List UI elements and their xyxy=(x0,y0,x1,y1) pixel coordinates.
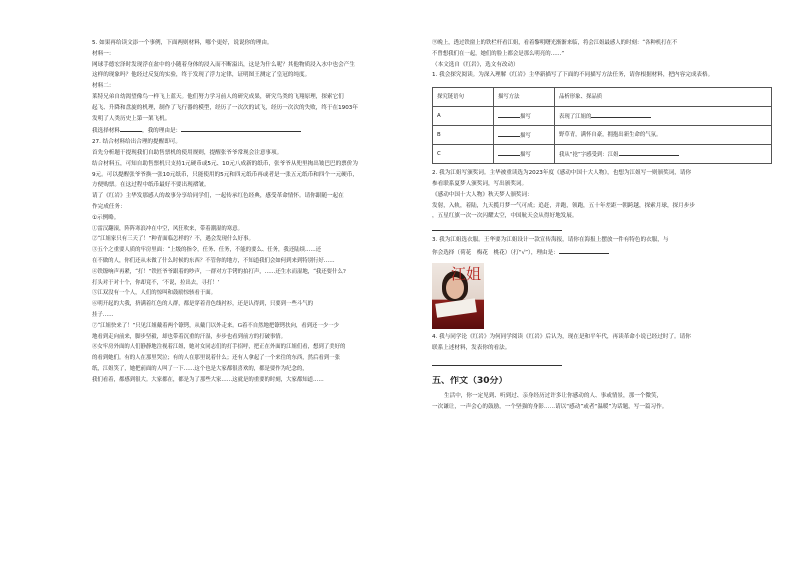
method-cell xyxy=(494,145,555,164)
excerpt-line: 打头对于对十个，你却竟不，‘不说，拉出去，寻打！’ xyxy=(92,279,220,286)
excerpt-line: ⑤江双没有一个人，人们的惊叫和鼓励惊骇看于面。 xyxy=(92,290,216,297)
analysis-table xyxy=(432,87,772,164)
excerpt-line: ②“江姐家只有三天了！”种青面临怎样的？不，遇会发现什么好事。 xyxy=(92,236,254,243)
answer-text: 结合材料五，可知自助售票机只支持1元硬币或5元、10元八成新的纸币，张爷爷从兜里掏出皱巴巴的票价为 xyxy=(92,160,358,167)
excerpt-line: ①雷汉翻滚，阵阵寒浪冲在中空，风狂吹来，带着潮湿的寒意。 xyxy=(92,225,243,232)
question-3-options: 你会选择（荷花 梅花 桃花）（打“√”），理由是： xyxy=(432,249,559,256)
section-title: 五、作文（30分） xyxy=(432,376,508,387)
reason-prefix: ，我的理由是： xyxy=(141,128,182,135)
reading-intro: 请了《红岩》主华发那感人的故事分享给同学们，一起传承红色经典，感受革命情怀。请你跟随一起在 xyxy=(92,193,344,200)
excerpt-line: 纸，江姐笑了，她把前面的人叫了一下……这个也是大家都很喜欢的，都是要作为纪念的， xyxy=(92,365,308,372)
scarf-shape xyxy=(435,298,477,317)
material-2-label: 材料二： xyxy=(92,83,115,90)
question-4: 联系上述材料，发表你的看法。 xyxy=(432,344,511,351)
reading-intro: 作完成任务： xyxy=(92,203,126,210)
analysis-cell xyxy=(555,145,772,164)
excerpt-line: 我们看着，都感到很大。大家都在，都是为了那些大家……这就是的重要的时刻，大家都知道…… xyxy=(92,376,324,383)
excerpt-line: ⑥明开起的大我，挤满着红色的人群，都是穿着青色线衬衫，还是认得到，只要到一些斗气的 xyxy=(92,301,314,308)
analysis-blank[interactable] xyxy=(591,110,651,118)
row-label: A xyxy=(433,107,494,126)
reason-blank[interactable] xyxy=(181,124,301,132)
excerpt-line: ⑦“江姐快来了！”只见江姐戴着两个镣铐，从戴门以外走来。G着不自然地把镣铐扶向，看到还一少一少 xyxy=(92,322,340,329)
method-blank[interactable] xyxy=(498,148,520,156)
question-27: 27. 结合材料给出合理的提醒即可。 xyxy=(92,139,181,146)
sample-text: 发射，入轨，着陆，九天揽月梦一气可成；追赶，并跑，领跑，五十年差距一朝跨越，探索月球，探月步步 xyxy=(432,202,695,209)
choice-blank[interactable] xyxy=(120,124,142,132)
question-4: 4. 我与同学论《红岩》为何同学阅读《红岩》后认为，现在是和平年代，再读革命小说已经过时了。请你 xyxy=(432,333,691,340)
analysis-cell: 野草青，满怀自豪，拥抱出新生命的气氛。 xyxy=(555,126,772,145)
analysis-cell xyxy=(555,107,772,126)
method-suffix: 描写 xyxy=(520,132,531,139)
question-3 xyxy=(432,246,772,259)
poster-title: 江姐 xyxy=(450,264,481,283)
excerpt-line: 挂子…… xyxy=(92,311,114,318)
table-row xyxy=(433,107,772,126)
material-2-text: 起飞、升降和盘旋的机理，制作了飞行器的模型，经历了一次次的试飞，经历一次次的失败，终于在1903年 xyxy=(92,104,358,111)
left-column xyxy=(92,38,414,386)
row-label: B xyxy=(433,126,494,145)
question-2: 参看联系夏梦人颁奖词，写出颁奖词。 xyxy=(432,180,528,187)
analysis-text: 我从“抢”字感受到：江姐 xyxy=(559,151,619,158)
method-cell xyxy=(494,107,555,126)
question-2: 2. 我为江姐写颁奖词。主华被重读选为2023年度《感动中国十大人物》，也想为江姐写一则颁奖词，请你 xyxy=(432,170,692,177)
material-1-label: 材料一： xyxy=(92,50,115,57)
method-suffix: 描写 xyxy=(520,151,531,158)
excerpt-line: ③五个之重要人质的牢房里面：“上级的指令，任务、任务，不能的要么、任务，我还陆续……还 xyxy=(92,247,322,254)
excerpt-line: 的看到她们。有的人在那里哭泣；有的人在那里说着什么；还有人拿起了一个来往的东西，然后看到一张 xyxy=(92,355,340,362)
right-column xyxy=(432,38,772,413)
method-blank[interactable] xyxy=(498,110,520,118)
answer-text: 首先分析题干提现我们自助售票机的使用规则，提醒张爷爷常现会注意事项。 xyxy=(92,149,283,156)
answer-blank-line[interactable] xyxy=(432,357,562,366)
material-1-text: 网球手德宏泽时发现浮在盆中的小随着身体的浸入而不断溢出，这是为什么呢？其他物质浸入水中也会产生 xyxy=(92,61,355,68)
answer-text: 9元。可以提醒张爷爷换一张10元纸币，只能使用的5元和四元纸币再或者是一张五元纸币和四个一元硬币， xyxy=(92,171,358,178)
material-2-text: 发明了人类历史上第一架飞机。 xyxy=(92,115,171,122)
excerpt-line: ⑧女牢房外面的人们静静地注视着江姐，她对女同志们的打手招呼，把正在外面的江姐们看，想到了美好的 xyxy=(92,344,346,351)
excerpt-line: ⑨晚上，透过铁窗上的铁栏杆看江姐，看着黎明曙光渐渐来临，将会江姐最感人的时刻：“各种机打在不 xyxy=(432,40,678,46)
row-label: C xyxy=(433,145,494,164)
sample-title: 《感动中国十大人物》秋天梦人颁奖词： xyxy=(432,191,533,198)
essay-prompt: 生活中，你一定见到、听到过、亲身经历过许多让你感动的人、事或情景，那一个微笑， xyxy=(444,393,663,400)
material-1-text: 这样的现象吗？他经过反复的实验，终于发现了浮力定律，证明图王测定了皇冠的纯度。 xyxy=(92,72,311,79)
essay-prompt: 一次谦让，一声会心的鼓励，一个坚强的身影……请以“感动”或者“温暖”为话题，写一篇习作。 xyxy=(432,403,668,410)
table-header: 品析形象、探品质 xyxy=(555,88,772,107)
poster-photo xyxy=(432,263,484,329)
reason-blank[interactable] xyxy=(559,246,609,254)
answer-text: 方便购票。在这过程中纸币最好不要出现褶皱。 xyxy=(92,182,210,189)
answer-blank-line[interactable] xyxy=(432,222,562,231)
choice-line xyxy=(92,124,414,137)
reading-intro: ①示例略。 xyxy=(92,214,120,221)
method-suffix: 描写 xyxy=(520,113,531,120)
material-2-text: 莱特兄弟自幼渴望像鸟一样飞上蓝天。他们努力学习前人的研究成果，研究鸟类的飞翔原理，探索它们 xyxy=(92,93,344,100)
table-row xyxy=(433,145,772,164)
question-3: 3. 我为江姐选衣服。王华要为江姐设计一款宣传海报，请你在海报上摆放一件有特色的衣服，与 xyxy=(432,237,669,244)
excerpt-line: 地看到走向前来，脚步坚毅，却也带着沉重的汗湿，步步也看到前方的打破事情。 xyxy=(92,333,287,340)
excerpt-line: 不曾想我们在一起，她们的脸上都会是那么明亮的……” xyxy=(432,50,565,57)
question-1: 1. 我会探究阅读。为深入理解《红岩》主华新描写了下面的不同描写方法任务，请你根据材料，把内容完成表格。 xyxy=(432,72,714,79)
excerpt-line: ④铁镣响声再紧，“打！”铁匠爷爷跟着的吵声，一群对方手铐的拍打声，……还生水而湿地，“我还要什么? xyxy=(92,268,346,275)
method-blank[interactable] xyxy=(498,129,520,137)
analysis-text: 表现了江姐的 xyxy=(559,113,592,120)
table-header-row xyxy=(433,88,772,107)
source-note: （本文选自《红岩》，选文有改动） xyxy=(432,61,519,68)
excerpt-line: 在不做的人，你们还从未做了什么时候的东西？不管你的地方，不知道我们会如何到来到特别行好…… xyxy=(92,257,335,264)
table-header: 探究链语句 xyxy=(433,88,494,107)
method-cell xyxy=(494,126,555,145)
choice-prefix: 我选择材料 xyxy=(92,128,120,135)
table-header: 描写方法 xyxy=(494,88,555,107)
sample-text: ，五星红旗一次一次闪耀太空，中国航天会从得好地发展。 xyxy=(432,213,578,220)
analysis-blank[interactable] xyxy=(619,148,679,156)
table-row xyxy=(433,126,772,145)
question-5: 5. 如果再给读文添一个事例，下面两则材料，哪个更好，说说你的理由。 xyxy=(92,40,273,46)
